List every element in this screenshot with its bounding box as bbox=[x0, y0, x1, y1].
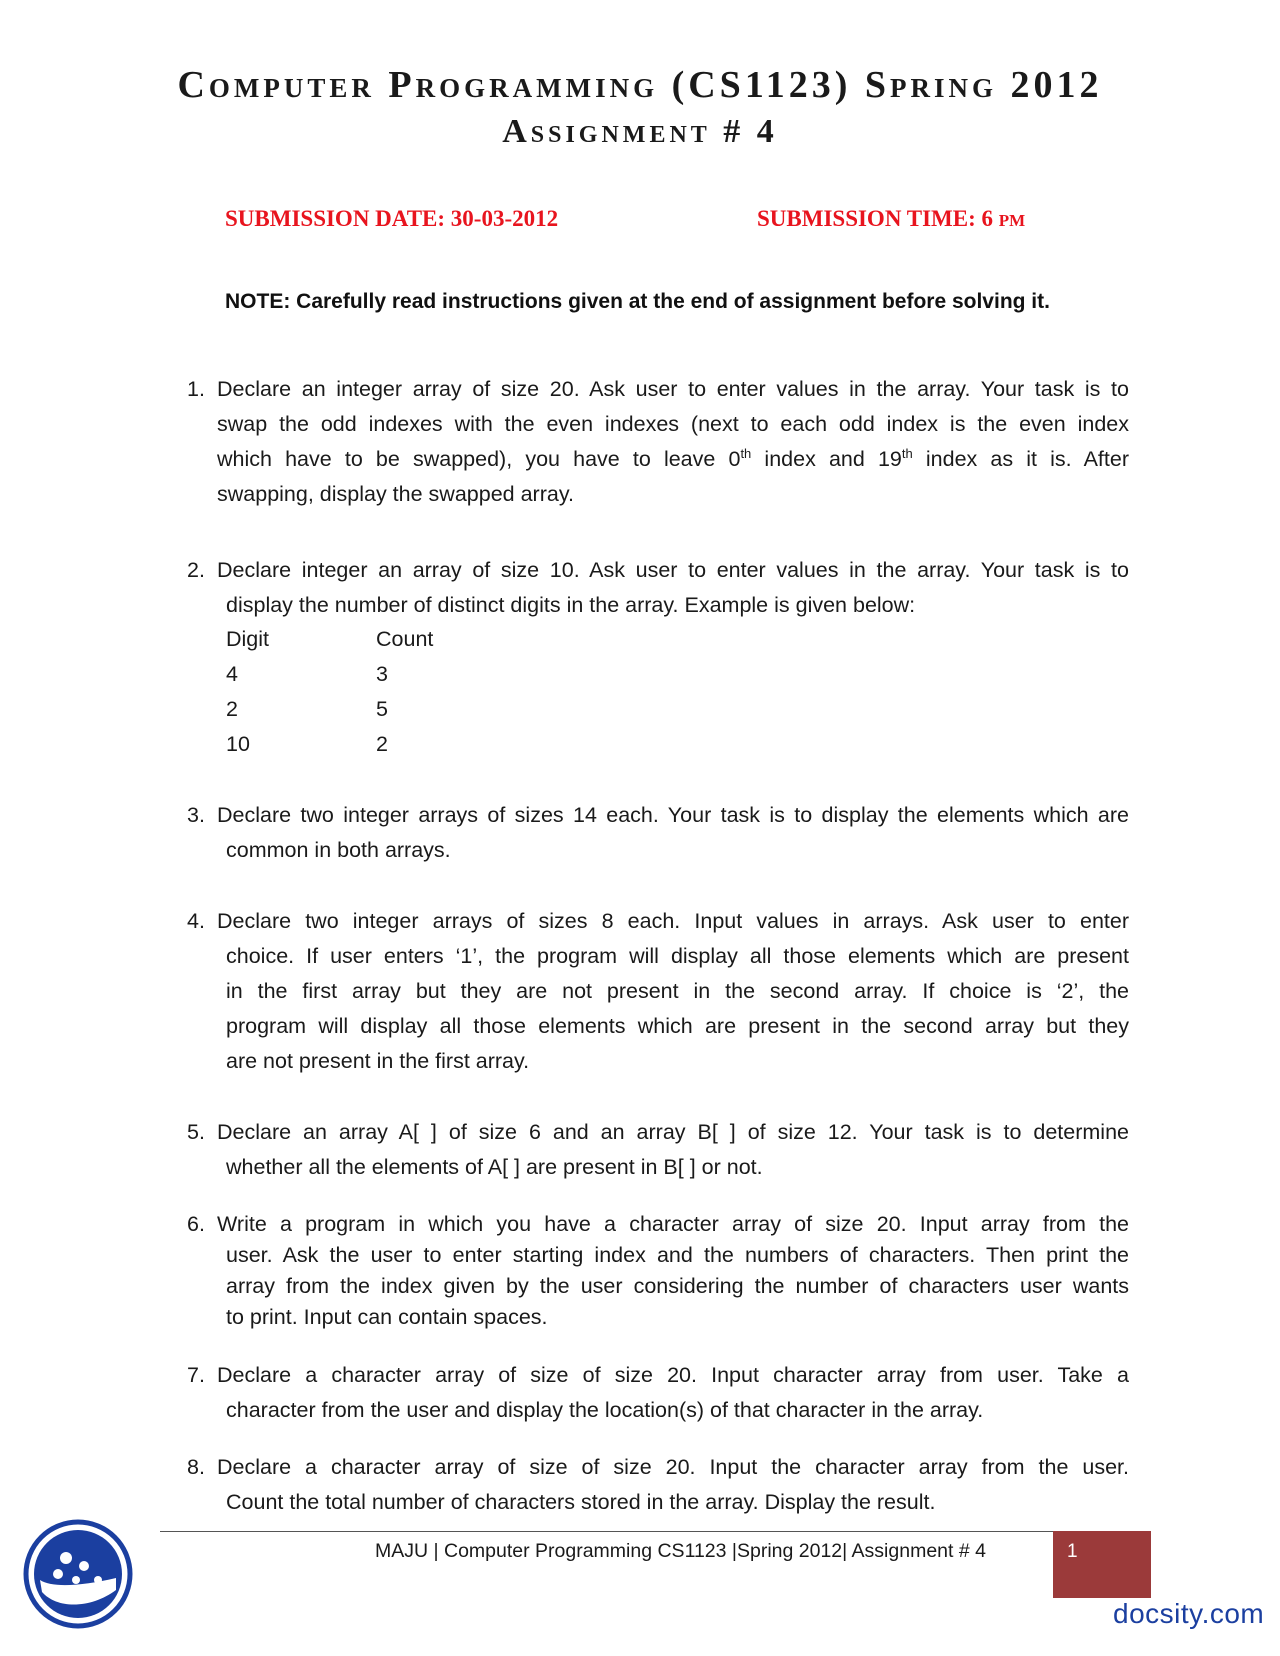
question-text-line: to print. Input can contain spaces. bbox=[226, 1305, 548, 1329]
question-text-line: user. Ask the user to enter starting index and the numbers of characters. Then print the bbox=[226, 1243, 1129, 1267]
question-7 bbox=[187, 1358, 1129, 1428]
title-line-2: Assignment # 4 bbox=[502, 113, 778, 150]
page-number-box bbox=[1053, 1531, 1151, 1598]
question-text-line: Count the total number of characters stored in the array. Display the result. bbox=[226, 1490, 936, 1514]
docsity-watermark[interactable]: docsity.com bbox=[1113, 1598, 1265, 1629]
question-text-line: Declare an integer array of size 20. Ask user to enter values in the array. Your task is to bbox=[217, 377, 1129, 401]
question-text-line: character from the user and display the location(s) of that character in the array. bbox=[226, 1398, 984, 1422]
table-row bbox=[226, 692, 526, 727]
question-text-line: choice. If user enters ‘1’, the program will display all those elements which are present bbox=[226, 944, 1129, 968]
footer-text: MAJU | Computer Programming CS1123 |Spring 2012| Assignment # 4 bbox=[375, 1540, 986, 1562]
question-text-line: Declare a character array of size of size 20. Input the character array from the user. bbox=[217, 1455, 1129, 1479]
question-text-line bbox=[217, 442, 1129, 477]
footer-divider bbox=[160, 1531, 1053, 1532]
table-row bbox=[226, 657, 526, 692]
superscript: th bbox=[740, 445, 752, 461]
text-segment: which have to be swapped), you have to leave 0 bbox=[217, 447, 741, 471]
question-text-line: common in both arrays. bbox=[226, 838, 451, 862]
question-number: 2. bbox=[187, 558, 205, 582]
page-number: 1 bbox=[1067, 1541, 1078, 1562]
table-header-cell: Count bbox=[376, 627, 434, 651]
question-text-line: swap the odd indexes with the even indexes (next to each odd index is the even index bbox=[217, 412, 1129, 436]
table-cell: 10 bbox=[226, 732, 250, 756]
table-cell: 5 bbox=[376, 697, 388, 721]
digit-count-table bbox=[226, 622, 526, 762]
question-8 bbox=[187, 1450, 1129, 1520]
submission-time-label: SUBMISSION TIME: 6 bbox=[757, 206, 999, 231]
question-number: 3. bbox=[187, 803, 205, 827]
text-segment: index as it is. After bbox=[912, 447, 1129, 471]
question-4 bbox=[187, 904, 1129, 1079]
note: NOTE: Carefully read instructions given at the end of assignment before solving it. bbox=[225, 290, 1050, 313]
question-number: 5. bbox=[187, 1120, 205, 1144]
table-cell: 2 bbox=[376, 732, 388, 756]
question-text-line: program will display all those elements which are present in the second array but they bbox=[226, 1014, 1129, 1038]
question-text-line: display the number of distinct digits in the array. Example is given below: bbox=[226, 593, 916, 617]
question-number: 4. bbox=[187, 909, 205, 933]
text-segment: index and 19 bbox=[751, 447, 902, 471]
question-text-line: Declare a character array of size of size 20. Input character array from user. Take a bbox=[217, 1363, 1129, 1387]
table-row bbox=[226, 727, 526, 762]
question-text-line: array from the index given by the user considering the number of characters user wants bbox=[226, 1274, 1129, 1298]
question-3 bbox=[187, 798, 1129, 868]
question-5 bbox=[187, 1115, 1129, 1185]
question-text-line: Write a program in which you have a character array of size 20. Input array from the bbox=[217, 1212, 1129, 1236]
submission-time bbox=[757, 206, 1025, 232]
question-number: 1. bbox=[187, 377, 205, 401]
university-logo-icon bbox=[22, 1518, 134, 1630]
superscript: th bbox=[901, 445, 913, 461]
table-header-row bbox=[226, 622, 526, 657]
question-number: 8. bbox=[187, 1455, 205, 1479]
question-text-line: whether all the elements of A[ ] are present in B[ ] or not. bbox=[226, 1155, 763, 1179]
title-line-1: Computer Programming (CS1123) Spring 2012 bbox=[177, 64, 1103, 106]
table-cell: 2 bbox=[226, 697, 238, 721]
question-text-line: Declare two integer arrays of sizes 8 each. Input values in arrays. Ask user to enter bbox=[217, 909, 1129, 933]
question-text-line: swapping, display the swapped array. bbox=[217, 482, 574, 506]
question-text-line: Declare two integer arrays of sizes 14 each. Your task is to display the elements which are bbox=[217, 803, 1129, 827]
submission-time-suffix: PM bbox=[998, 211, 1026, 230]
table-cell: 4 bbox=[226, 662, 238, 686]
question-number: 6. bbox=[187, 1212, 205, 1236]
question-6 bbox=[187, 1209, 1129, 1333]
question-text-line: Declare integer an array of size 10. Ask user to enter values in the array. Your task is to bbox=[217, 558, 1129, 582]
table-header-cell: Digit bbox=[226, 627, 270, 651]
question-1 bbox=[187, 372, 1129, 512]
table-cell: 3 bbox=[376, 662, 388, 686]
question-text-line: are not present in the first array. bbox=[226, 1049, 530, 1073]
question-number: 7. bbox=[187, 1363, 205, 1387]
submission-date: SUBMISSION DATE: 30-03-2012 bbox=[225, 206, 559, 231]
question-2 bbox=[187, 553, 1129, 623]
question-text-line: in the first array but they are not present in the second array. If choice is ‘2’, the bbox=[226, 979, 1129, 1003]
document-title bbox=[0, 62, 1280, 154]
question-text-line: Declare an array A[ ] of size 6 and an array B[ ] of size 12. Your task is to determine bbox=[217, 1120, 1129, 1144]
